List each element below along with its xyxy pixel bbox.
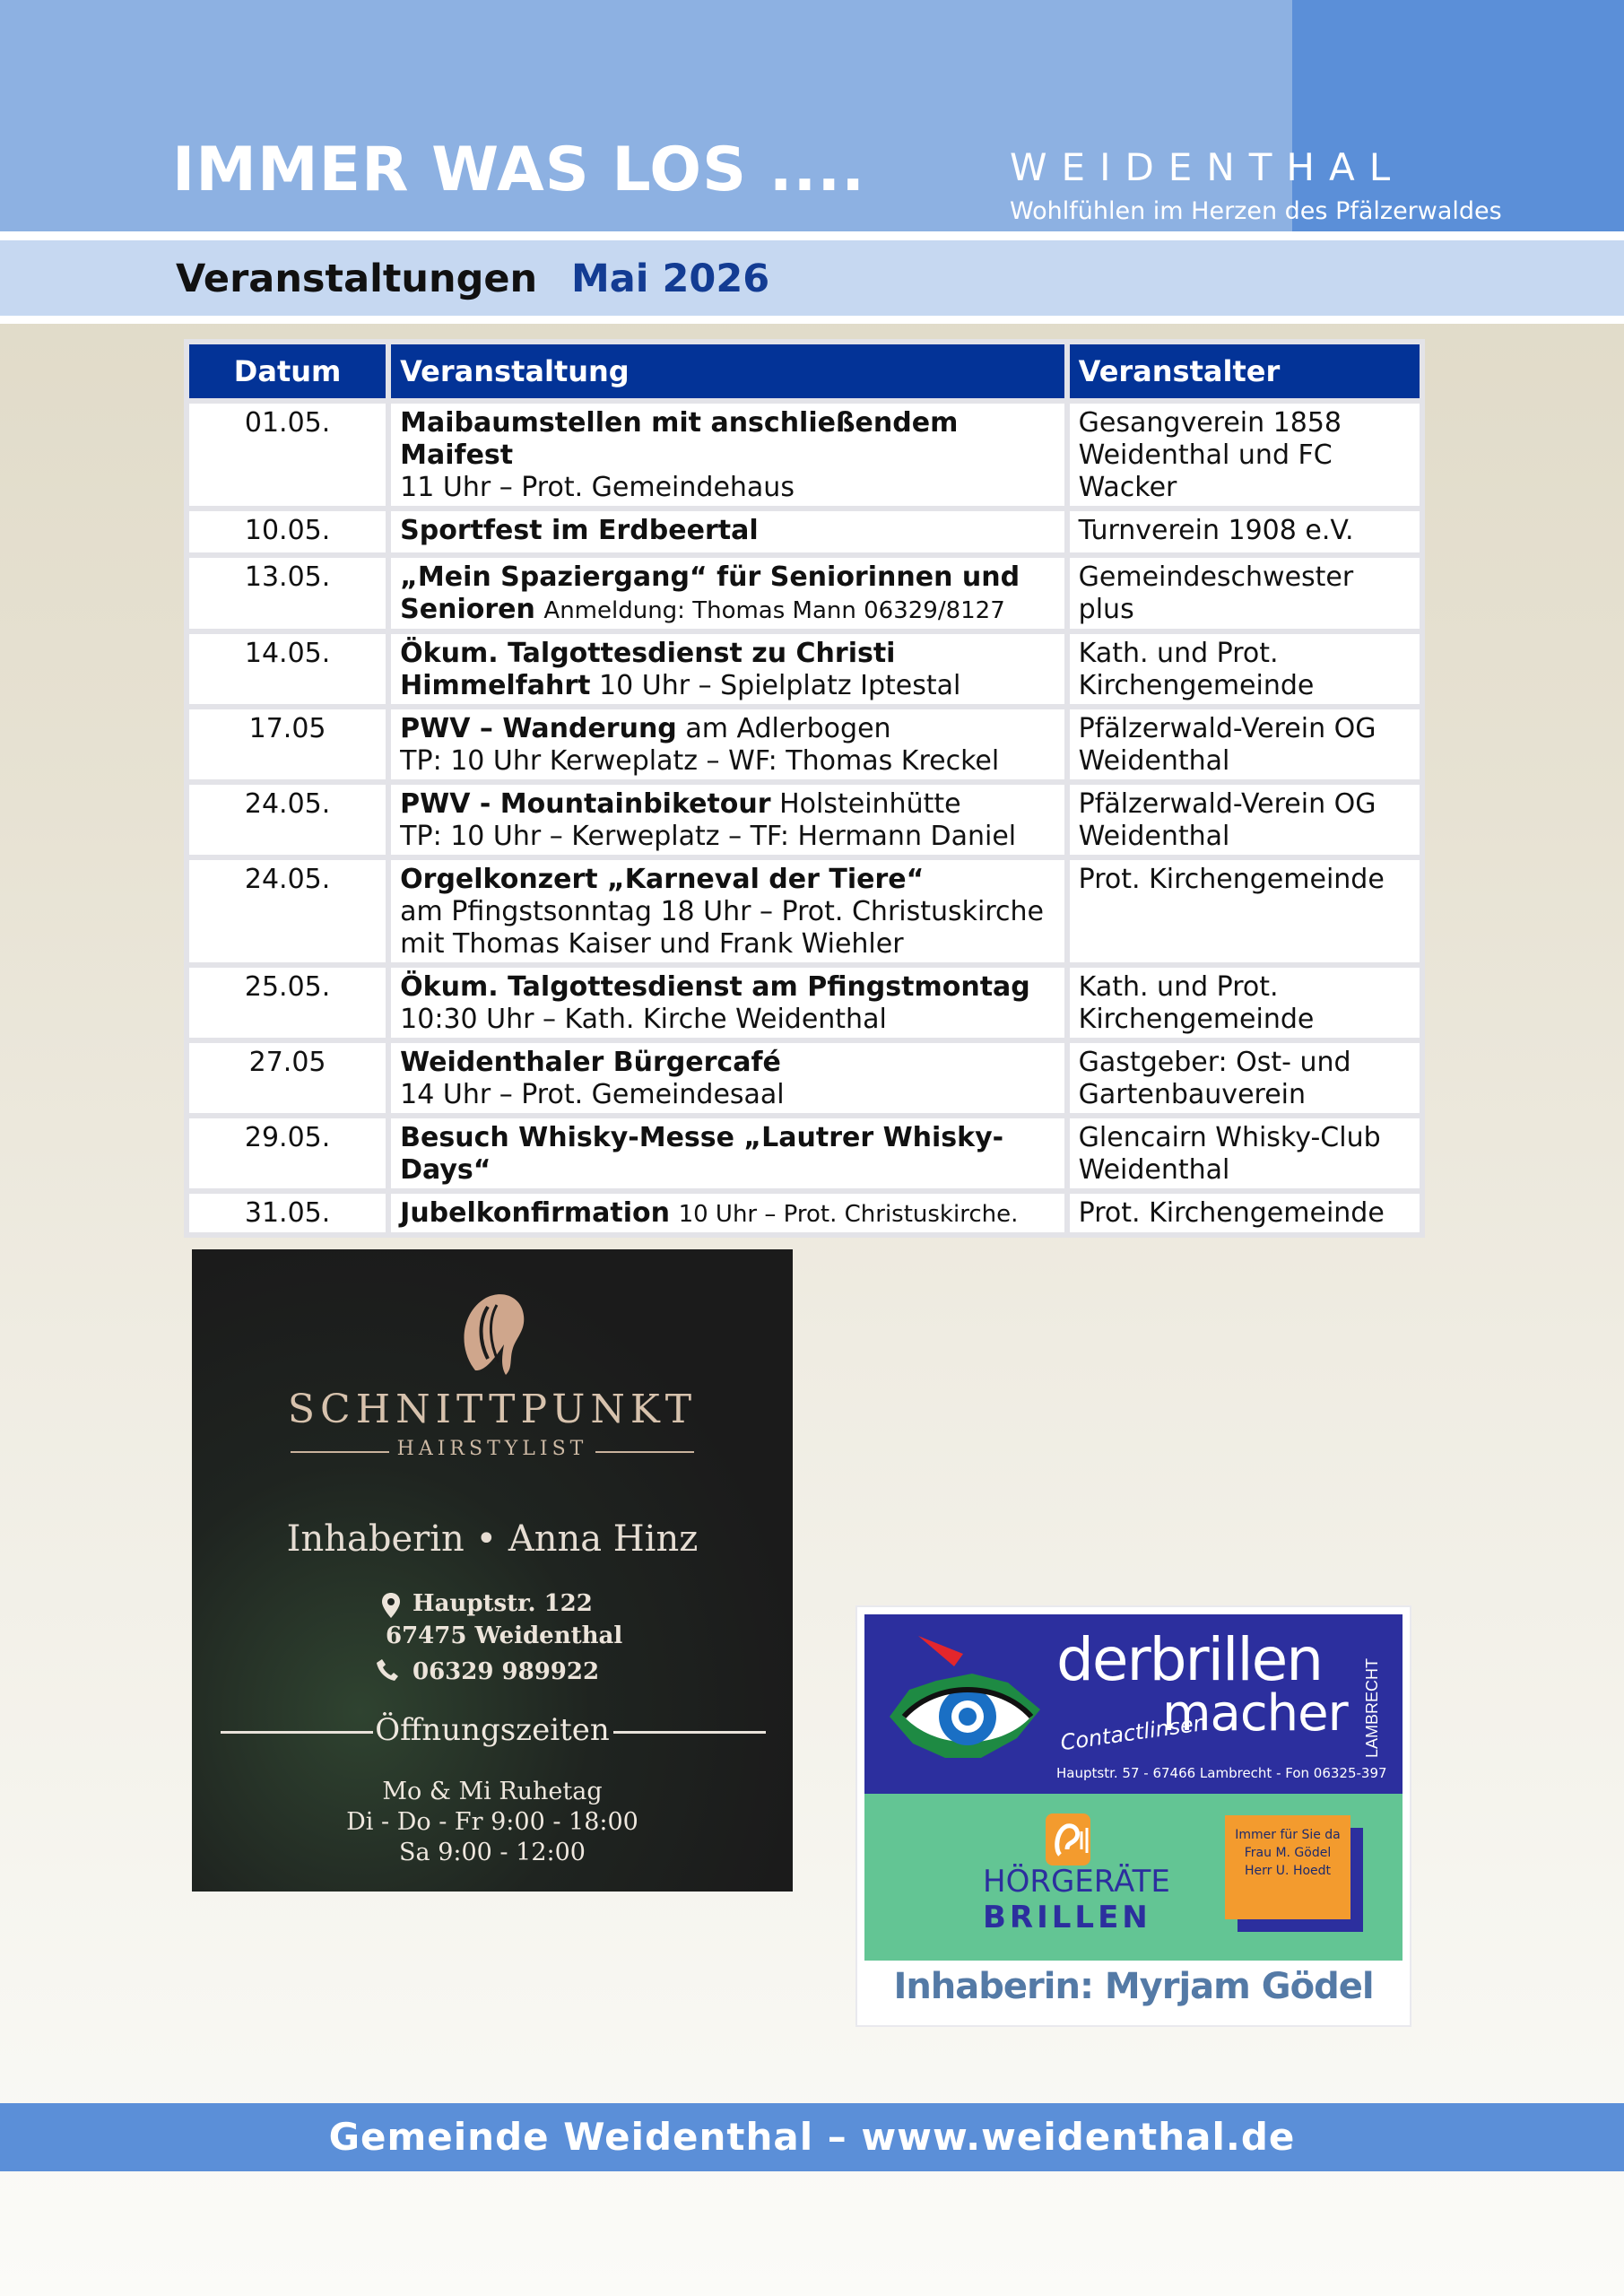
- staff-note-line: Herr U. Hoedt: [1244, 1864, 1332, 1878]
- event-cell: [391, 634, 1064, 704]
- event-detail: 10 Uhr – Prot. Christuskirche.: [678, 1201, 1019, 1228]
- event-title: Besuch Whisky-Messe „Lautrer Whisky-Days“: [400, 1122, 1004, 1186]
- event-date: 31.05.: [189, 1194, 386, 1232]
- event-organizer: Glencairn Whisky-Club Weidenthal: [1070, 1118, 1420, 1188]
- salon-city: 67475 Weidenthal: [386, 1622, 623, 1649]
- hours-line: Mo & Mi Ruhetag: [382, 1778, 603, 1805]
- column-header-event: Veranstaltung: [391, 344, 1064, 398]
- table-row: [189, 404, 1420, 506]
- event-detail: Holsteinhütte: [779, 788, 961, 820]
- event-detail-2: mit Thomas Kaiser und Frank Wiehler: [400, 928, 904, 960]
- optician-address: Hauptstr. 57 - 67466 Lambrecht - Fon 06325-397: [1056, 1765, 1387, 1781]
- staff-note-line: Frau M. Gödel: [1244, 1846, 1332, 1860]
- brand-slogan: Wohlfühlen im Herzen des Pfälzerwaldes: [1010, 197, 1502, 225]
- event-title: PWV – Wanderung: [400, 713, 677, 744]
- event-cell: [391, 1194, 1064, 1232]
- salon-street: Hauptstr. 122: [413, 1590, 593, 1617]
- event-detail: 10:30 Uhr – Kath. Kirche Weidenthal: [400, 1004, 887, 1035]
- column-header-date: Datum: [189, 344, 386, 398]
- event-cell: [391, 860, 1064, 962]
- event-cell: [391, 785, 1064, 855]
- page-title: IMMER WAS LOS ....: [172, 135, 866, 205]
- section-month: Mai 2026: [571, 257, 770, 301]
- table-row: [189, 1118, 1420, 1188]
- eye-logo-icon: [882, 1627, 1053, 1779]
- hearing-aids-label: HÖRGERÄTE: [983, 1864, 1170, 1900]
- event-title: Maibaumstellen mit anschließendem Maifest: [400, 407, 959, 471]
- opening-hours: [192, 1777, 793, 1868]
- table-row: [189, 1043, 1420, 1113]
- optician-town: LAMBRECHT: [1363, 1657, 1381, 1758]
- event-detail: am Pfingstsonntag 18 Uhr – Prot. Christuskirche: [400, 896, 1045, 927]
- section-label: Veranstaltungen: [176, 257, 538, 301]
- event-cell: [391, 968, 1064, 1038]
- salon-name: SCHNITTPUNKT: [287, 1387, 698, 1432]
- event-organizer: Pfälzerwald-Verein OG Weidenthal: [1070, 785, 1420, 855]
- event-organizer: Turnverein 1908 e.V.: [1070, 511, 1420, 552]
- event-title: „Mein Spaziergang“ für Seniorinnen und Senioren: [400, 561, 1020, 625]
- event-cell: [391, 404, 1064, 506]
- event-organizer: Pfälzerwald-Verein OG Weidenthal: [1070, 709, 1420, 779]
- header-divider: [0, 231, 1624, 240]
- optician-contact-lenses: Contactlinsen: [1058, 1709, 1209, 1756]
- event-detail: am Adlerbogen: [685, 713, 891, 744]
- table-row: [189, 634, 1420, 704]
- event-organizer: Prot. Kirchengemeinde: [1070, 860, 1420, 962]
- events-table: [184, 339, 1425, 1238]
- table-row: [189, 511, 1420, 552]
- event-cell: [391, 511, 1064, 552]
- event-detail: 10 Uhr – Spielplatz Iptestal: [599, 670, 961, 701]
- salon-phone: 06329 989922: [413, 1658, 600, 1685]
- staff-note-line: Immer für Sie da: [1235, 1828, 1341, 1842]
- hair-silhouette-icon: [448, 1285, 538, 1384]
- event-title: Orgelkonzert „Karneval der Tiere“: [400, 864, 925, 895]
- event-date: 01.05.: [189, 404, 386, 506]
- table-row: [189, 968, 1420, 1038]
- column-header-organizer: Veranstalter: [1070, 344, 1420, 398]
- optician-staff-note: [1225, 1815, 1350, 1919]
- glasses-label: BRILLEN: [983, 1900, 1151, 1935]
- salon-advert: [192, 1249, 793, 1892]
- event-date: 25.05.: [189, 968, 386, 1038]
- optician-advert: [855, 1605, 1411, 2027]
- event-date: 24.05.: [189, 785, 386, 855]
- event-date: 24.05.: [189, 860, 386, 962]
- event-date: 29.05.: [189, 1118, 386, 1188]
- event-date: 17.05: [189, 709, 386, 779]
- event-title: Ökum. Talgottesdienst am Pfingstmontag: [400, 971, 1030, 1003]
- event-organizer: Kath. und Prot. Kirchengemeinde: [1070, 968, 1420, 1038]
- optician-owner: Inhaberin: Myrjam Gödel: [893, 1966, 1374, 2007]
- optician-brand-2: macher: [1162, 1684, 1348, 1743]
- event-title: Weidenthaler Bürgercafé: [400, 1047, 781, 1078]
- event-cell: [391, 1043, 1064, 1113]
- event-organizer: Gemeindeschwester plus: [1070, 558, 1420, 629]
- event-cell: [391, 709, 1064, 779]
- event-date: 13.05.: [189, 558, 386, 629]
- event-detail-2: TP: 10 Uhr – Kerweplatz – TF: Hermann Daniel: [400, 821, 1017, 852]
- table-row: [189, 860, 1420, 962]
- table-row: [189, 1194, 1420, 1232]
- event-title: Jubelkonfirmation: [400, 1197, 671, 1229]
- table-row: [189, 709, 1420, 779]
- optician-brand-1: derbrillen: [1056, 1625, 1323, 1694]
- location-pin-icon: [382, 1593, 400, 1618]
- event-organizer: Prot. Kirchengemeinde: [1070, 1194, 1420, 1232]
- footer-bar: Gemeinde Weidenthal – www.weidenthal.de: [0, 2103, 1624, 2171]
- event-title: Sportfest im Erdbeertal: [400, 515, 759, 546]
- event-detail: 14 Uhr – Prot. Gemeindesaal: [400, 1079, 785, 1110]
- table-header-row: [189, 344, 1420, 398]
- optician-town-label: [1359, 1634, 1383, 1760]
- event-date: 27.05: [189, 1043, 386, 1113]
- event-organizer: Kath. und Prot. Kirchengemeinde: [1070, 634, 1420, 704]
- event-organizer: Gesangverein 1858 Weidenthal und FC Wacker: [1070, 404, 1420, 506]
- hours-line: Sa 9:00 - 12:00: [399, 1839, 586, 1866]
- salon-owner: Inhaberin • Anna Hinz: [286, 1518, 699, 1560]
- event-cell: [391, 558, 1064, 629]
- event-organizer: Gastgeber: Ost- und Gartenbauverein: [1070, 1043, 1420, 1113]
- event-detail: 11 Uhr – Prot. Gemeindehaus: [400, 472, 795, 503]
- event-title: PWV - Mountainbiketour: [400, 788, 771, 820]
- event-cell: [391, 1118, 1064, 1188]
- hearing-aid-icon: [1037, 1813, 1099, 1867]
- event-detail: Anmeldung: Thomas Mann 06329/8127: [543, 597, 1005, 624]
- event-detail-2: TP: 10 Uhr Kerweplatz – WF: Thomas Kreckel: [400, 745, 1000, 777]
- hours-title: Öffnungszeiten: [375, 1712, 610, 1748]
- event-title: Ökum. Talgottesdienst zu Christi Himmelfahrt: [400, 638, 896, 701]
- table-row: [189, 558, 1420, 629]
- table-row: [189, 785, 1420, 855]
- phone-icon: [377, 1657, 398, 1681]
- event-date: 10.05.: [189, 511, 386, 552]
- event-date: 14.05.: [189, 634, 386, 704]
- section-divider: [0, 316, 1624, 324]
- salon-subtitle: HAIRSTYLIST: [396, 1438, 588, 1460]
- brand-name: WEIDENTHAL: [1010, 145, 1405, 189]
- hours-line: Di - Do - Fr 9:00 - 18:00: [346, 1808, 638, 1836]
